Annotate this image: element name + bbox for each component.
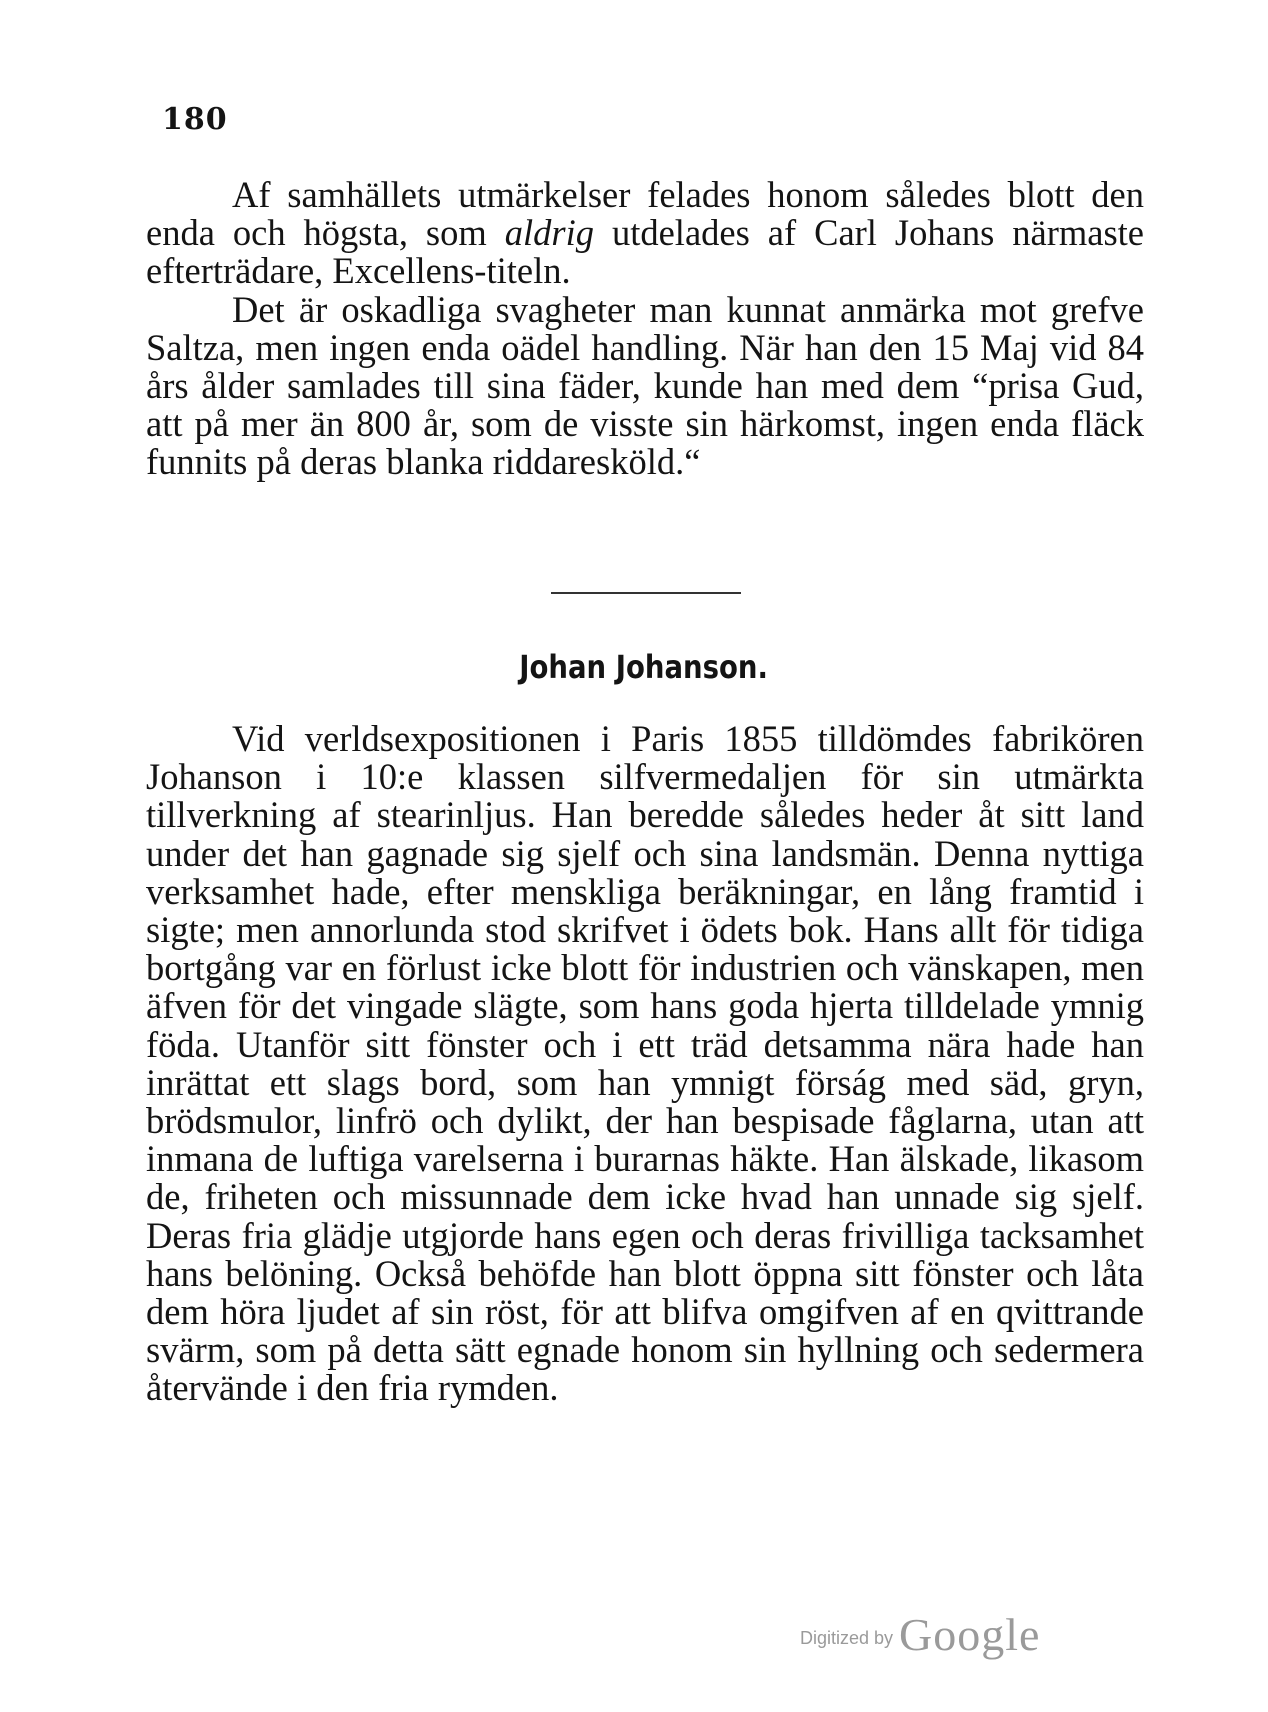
paragraph-1-part-a: Af samhällets utmärkelser felades honom således blott den enda och högsta, som [146,174,1144,254]
section-divider [551,592,741,594]
watermark-prefix: Digitized by [800,1628,894,1648]
section-heading [0,648,1268,686]
google-logo: Google [899,1609,1041,1660]
paragraph-1-part-b: utdelades af Carl Johans närmaste efterträdare, Excellens-titeln. [146,212,1144,292]
paragraph-3: Vid verldsexpositionen i Paris 1855 tilldömdes fabrikören Johanson i 10:e klassen silfvermedaljen för sin utmärkta tillverkning af stearinljus. Han beredde således heder åt sitt land under det han gagnade sig sjelf och sina landsmän. Denna nyttiga verksamhet hade, efter menskliga beräkningar, en lång framtid i sigte; men annorlunda stod skrifvet i ödets bok. Hans allt för tidiga bortgång var en förlust icke blott för industrien och vänskapen, men äfven för det vingade slägte, som hans goda hjerta tilldelade ymnig föda. Utanför sitt fönster och i ett träd detsamma nära hade han inrättat ett slags bord, som han ymnigt förság med säd, gryn, brödsmulor, linfrö och dylikt, der han bespisade fåglarna, utan att inmana de luftiga varelserna i burarnas häkte. Han älskade, likasom de, friheten och missunnade dem icke hvad han unnade sig sjelf. Deras fria glädje utgjorde hans egen och deras frivilliga tacksamhet hans belöning. Också behöfde han blott öppna sitt fönster och låta dem höra ljudet af sin röst, för att blifva omgifven af en qvittrande svärm, som på detta sätt egnade honom sin hyllning och sedermera återvände i den fria rymden. [146,718,1144,1409]
page-number: 180 [162,102,228,137]
section-saltza-text [146,176,1144,482]
section-heading-text: Johan Johanson. [519,648,769,686]
paragraph-1-italic-word: aldrig [504,212,594,254]
section-johanson-text [146,720,1144,1408]
digitization-watermark [800,1608,1040,1661]
paragraph-2: Det är oskadliga svagheter man kunnat anmärka mot grefve Saltza, men ingen enda oädel handling. När han den 15 Maj vid 84 års ålder samlades till sina fäder, kunde han med dem “prisa Gud, att på mer än 800 år, som de visste sin härkomst, ingen enda fläck funnits på deras blanka riddaresköld.“ [146,288,1144,483]
paragraph-1 [146,176,1144,291]
